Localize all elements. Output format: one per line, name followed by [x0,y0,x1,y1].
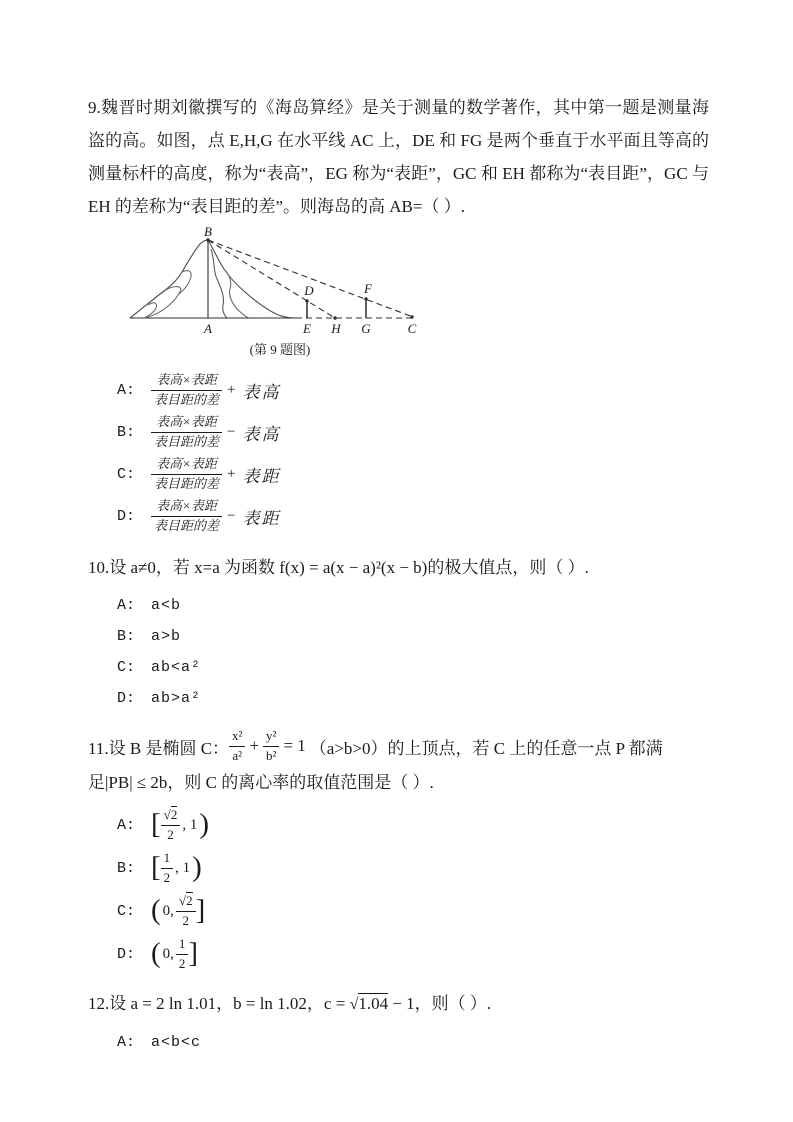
interval-text: , 1 [182,816,198,833]
denominator: 2 [163,869,171,885]
open-bracket: ( [151,936,161,969]
numerator: 1 [176,936,189,954]
term: 表距 [242,466,281,486]
point-label-B: B [204,227,212,239]
option-row-10C [117,658,709,676]
question-9 [88,91,709,535]
option-text: ab<a² [151,658,202,676]
numerator: x² [229,728,245,746]
numerator: 1 [161,850,174,868]
radicand: 2 [170,807,178,823]
fraction [151,372,222,408]
question-10-options [88,596,709,707]
question-9-options [88,371,709,535]
plus-sign: + [249,736,260,755]
point-label-D: D [304,283,314,298]
option-label: D: [117,507,136,525]
option-label: A: [117,596,136,614]
option-row-9C [117,455,709,493]
term: 表高 [242,424,281,444]
denominator: 2 [167,826,174,842]
option-label: C: [117,465,136,483]
option-row-9A [117,371,709,409]
denominator: 2 [178,955,186,971]
fraction [161,850,174,886]
option-text: a>b [151,627,182,645]
operator: + [227,465,236,482]
radicand: 1.04 [358,994,389,1013]
point-label-C: C [407,321,417,336]
point-label-H: H [331,321,341,336]
mountain-outline [130,240,295,318]
option-label: A: [117,816,136,834]
open-bracket: ( [151,893,161,926]
option-row-12A [117,1033,709,1051]
question-9-figure [118,227,709,361]
option-row-9D [117,497,709,535]
denominator: b² [266,747,277,763]
denominator: 表目距的差 [154,391,220,407]
option-row-10D [117,689,709,707]
radical-sign: √ [178,893,187,909]
close-bracket: ] [195,893,206,926]
denominator: 表目距的差 [154,517,220,533]
question-11-stem-line1 [88,726,709,766]
option-text: a<b [151,596,182,614]
option-label: B: [117,859,136,877]
denominator: 表目距的差 [154,475,220,491]
numerator: 表高×表距 [151,456,222,474]
option-row-11C [117,893,709,929]
operator: − [227,507,236,524]
open-bracket: [ [151,850,161,883]
numerator [161,807,181,825]
option-text: ab>a² [151,689,202,707]
fraction [151,456,222,492]
stem-text: 11.设 B 是椭圆 C： [88,738,230,758]
fraction [176,936,189,972]
option-label: B: [117,423,136,441]
interval-text: , 1 [175,859,191,876]
operator: − [227,423,236,440]
point-label-G: G [361,321,371,336]
numerator [176,893,196,911]
survey-lines [130,240,416,318]
stem-text: 10.设 a≠0，若 x=a 为函数 [88,558,280,577]
stem-text: 12.设 a = 2 ln 1.01，b = ln 1.02，c = [88,994,350,1013]
point-label-E: E [303,321,311,336]
island-survey-diagram [118,227,463,361]
fraction-y2-b2 [263,728,279,764]
denominator: 2 [182,912,189,928]
question-11-stem-line2: 足|PB| ≤ 2b，则 C 的离心率的取值范围是（ ）. [88,773,434,792]
option-row-11A [117,807,709,843]
question-12-options [88,1033,709,1051]
figure-caption: (第 9 题图) [249,342,311,357]
point-label-A: A [204,321,212,336]
option-text: a<b<c [151,1033,202,1051]
option-label: D: [117,945,136,963]
stem-text: − 1，则（ ）. [388,994,492,1013]
numerator: 表高×表距 [151,498,222,516]
option-row-10B [117,627,709,645]
stem-text: （a>b>0）的上顶点，若 C 上的任意一点 P 都满 [309,738,663,758]
term: 表距 [242,508,281,528]
option-label: A: [117,1033,136,1051]
option-row-10A [117,596,709,614]
question-12 [88,987,709,1051]
fraction [151,414,222,450]
option-label: B: [117,627,136,645]
question-11 [88,726,709,972]
question-10 [88,551,709,707]
radical-sign: √ [163,807,171,823]
interval-text: 0, [162,902,174,919]
fraction-x2-a2 [229,728,245,764]
option-row-11B [117,850,709,886]
fraction [161,807,181,843]
option-row-11D [117,936,709,972]
term: 表高 [242,382,281,402]
numerator: 表高×表距 [151,372,222,390]
option-label: C: [117,902,136,920]
question-9-stem: 9.魏晋时期刘徽撰写的《海岛算经》是关于测量的数学著作，其中第一题是测量海盗的高。如图，点 E,H,G 在水平线 AC 上，DE 和 FG 是两个垂直于水平面且等高的测量标杆的高度，称为“表高”，EG 称为“表距”，GC 和 EH 都称为“表目距”，GC 与 EH 的差称为“表目距的差”。则海岛的高 AB=（ ）. [88,98,709,216]
option-label: D: [117,689,136,707]
numerator: 表高×表距 [151,414,222,432]
close-bracket: ] [188,936,199,969]
numerator: y² [263,728,279,746]
question-10-stem [88,551,709,584]
radicand: 2 [186,893,193,909]
formula: f(x) = a(x − a)²(x − b) [279,558,428,577]
denominator: 表目距的差 [154,433,220,449]
question-12-stem [88,987,709,1021]
equals-one: = 1 [283,736,306,755]
denominator: a² [232,747,243,763]
option-row-9B [117,413,709,451]
radical-sign: √ [349,996,359,1013]
operator: + [227,381,236,398]
option-label: A: [117,381,136,399]
point-label-F: F [364,281,372,296]
close-bracket: ) [199,807,209,840]
fraction [176,893,196,929]
fraction [151,498,222,534]
option-label: C: [117,658,136,676]
open-bracket: [ [151,807,161,840]
question-11-options [88,807,709,972]
close-bracket: ) [192,850,202,883]
interval-text: 0, [162,945,174,962]
stem-text: 的极大值点，则（ ）. [427,558,589,577]
